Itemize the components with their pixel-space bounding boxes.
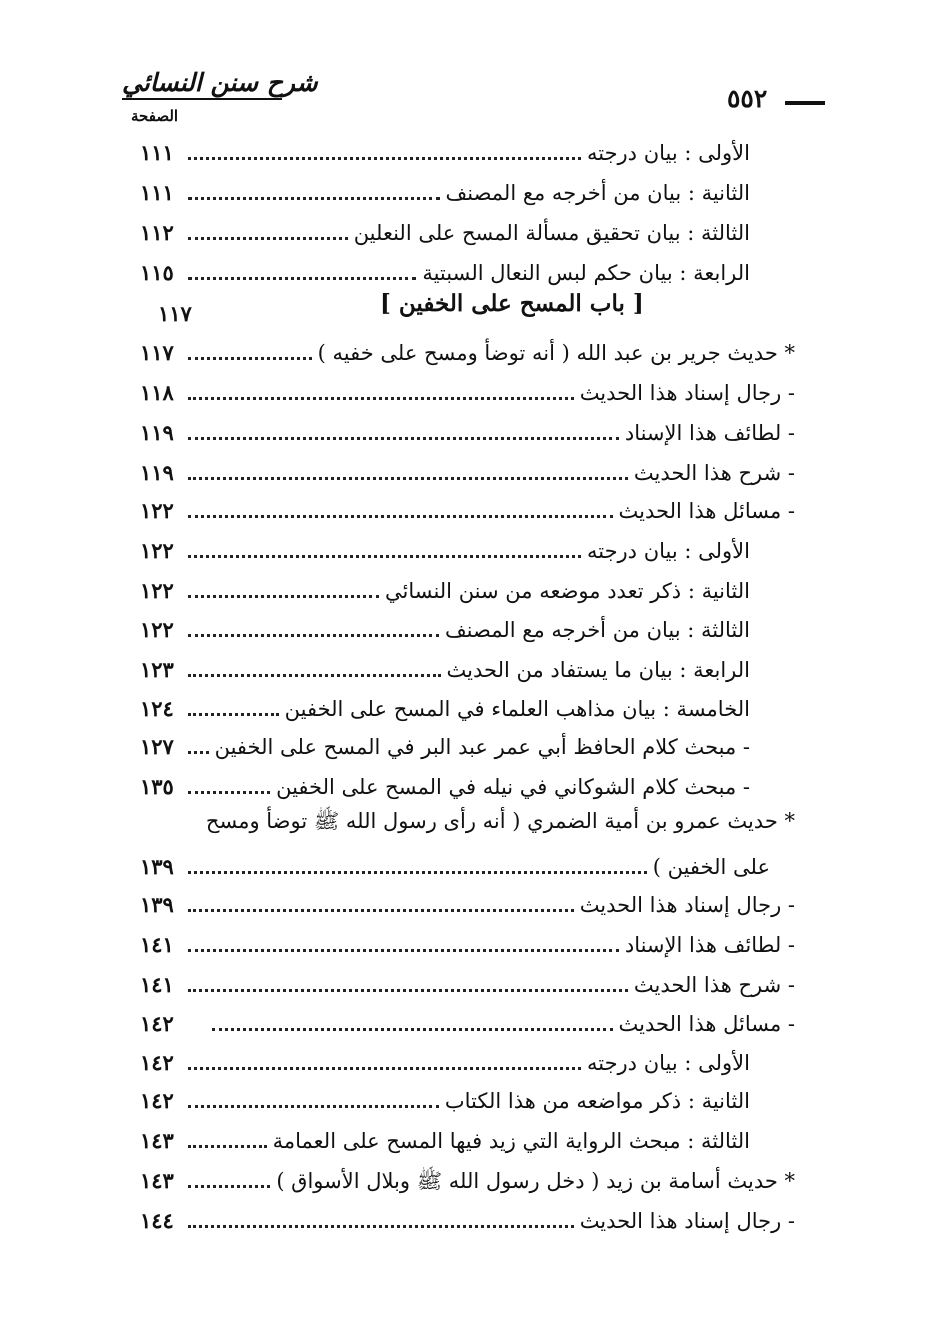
leader-dots	[188, 436, 619, 440]
toc-entry-page: ١١٩	[140, 460, 174, 485]
toc-entry-page: ١١٥	[140, 260, 174, 285]
toc-entry-title: * حديث جرير بن عبد الله ( أنه توضأ ومسح على خفيه )	[317, 341, 795, 365]
toc-entry-title: الثانية : ذكر مواضعه من هذا الكتاب	[444, 1089, 750, 1113]
toc-entry-page: ١٤١	[140, 932, 174, 957]
chapter-page	[140, 289, 200, 329]
toc-entry-title: الأولى : بيان درجته	[586, 1051, 750, 1075]
leader-dots	[188, 554, 581, 558]
toc-entry-title-line1: * حديث عمرو بن أمية الضمري ( أنه رأى رسول الله ﷺ توضأ ومسح	[205, 809, 795, 833]
toc-entry	[140, 960, 795, 1000]
toc-entry-page: ١١١	[140, 180, 174, 205]
toc-entry-page: ١١٩	[140, 420, 174, 445]
toc-entry	[140, 722, 795, 762]
toc-entry	[140, 486, 795, 526]
leader-dots	[188, 988, 628, 992]
toc-entry	[140, 368, 795, 408]
toc-entry-title: - لطائف هذا الإسناد	[624, 421, 795, 445]
toc-entry	[140, 1156, 795, 1196]
leader-dots	[188, 514, 613, 518]
chapter-heading: [ باب المسح على الخفين ]	[380, 290, 644, 317]
toc-entry-page: ١٢٢	[140, 578, 174, 603]
toc-entry-page: ١٤٣	[140, 1128, 174, 1153]
toc-entry-title: الثالثة : بيان تحقيق مسألة المسح على النعلين	[353, 221, 750, 245]
toc-entry	[140, 1196, 795, 1236]
toc-entry-title: - رجال إسناد هذا الحديث	[579, 381, 795, 405]
toc-entry-title: الأولى : بيان درجته	[586, 539, 750, 563]
leader-dots	[188, 156, 581, 160]
leader-dots	[188, 356, 312, 360]
leader-dots	[188, 790, 270, 794]
leader-dots	[188, 276, 416, 280]
toc-entry-page: ١٣٩	[140, 854, 174, 879]
page-number: ٥٥٢	[727, 84, 768, 113]
leader-dots	[188, 1144, 267, 1148]
toc-entry-title: - رجال إسناد هذا الحديث	[579, 1209, 795, 1233]
toc-entry-title: - لطائف هذا الإسناد	[624, 933, 795, 957]
toc-entry-page: ١٤١	[140, 972, 174, 997]
toc-entry	[140, 328, 795, 368]
toc-entry	[140, 684, 795, 724]
toc-entry-page: ١١٧	[140, 340, 174, 365]
leader-dots	[188, 236, 348, 240]
toc-entry-title: - مسائل هذا الحديث	[618, 499, 795, 523]
toc-entry-page: ١٢٣	[140, 657, 174, 682]
leader-dots	[188, 633, 439, 637]
toc-entry-page: ١٣٩	[140, 892, 174, 917]
toc-entry-title: على الخفين )	[652, 855, 770, 879]
toc-entry-title: * حديث أسامة بن زيد ( دخل رسول الله ﷺ وبلال الأسواق )	[276, 1169, 795, 1193]
leader-dots	[188, 712, 279, 716]
toc-entry	[140, 168, 795, 208]
leader-dots	[188, 673, 441, 677]
leader-dots	[188, 870, 647, 874]
toc-entry-title: الرابعة : بيان حكم لبس النعال السبتية	[422, 261, 750, 285]
toc-entry-title: الثالثة : بيان من أخرجه مع المصنف	[444, 618, 750, 642]
leader-dots	[188, 948, 619, 952]
toc-entry-page: ١٢٢	[140, 538, 174, 563]
leader-dots	[188, 396, 574, 400]
toc-entry-title: - رجال إسناد هذا الحديث	[579, 893, 795, 917]
toc-entry-page: ١١٧	[158, 301, 192, 326]
toc-entry	[140, 762, 795, 802]
toc-entry-page: ١٤٣	[140, 1168, 174, 1193]
toc-entry-title: الرابعة : بيان ما يستفاد من الحديث	[446, 658, 750, 682]
toc-entry-title: الثانية : ذكر تعدد موضعه من سنن النسائي	[384, 579, 750, 603]
toc-entry	[140, 1076, 795, 1116]
toc-entry-title: الثالثة : مبحث الرواية التي زيد فيها المسح على العمامة	[272, 1129, 750, 1153]
page-column-header: الصفحة	[131, 107, 179, 125]
toc-entry-title: الأولى : بيان درجته	[586, 141, 750, 165]
toc-entry-page: ١٤٢	[140, 1011, 174, 1036]
toc-entry-title: - مبحث كلام الحافظ أبي عمر عبد البر في المسح على الخفين	[214, 735, 750, 759]
leader-dots	[188, 196, 440, 200]
toc-entry-page: ١١٨	[140, 380, 174, 405]
toc-entry-page: ١٢٢	[140, 617, 174, 642]
toc-entry	[140, 999, 795, 1039]
toc-entry-title: - شرح هذا الحديث	[633, 461, 795, 485]
toc-entry-page: ١٤٢	[140, 1050, 174, 1075]
toc-entry-page: ١١٢	[140, 220, 174, 245]
toc-entry-page: ١١١	[140, 140, 174, 165]
toc-entry-page: ١٤٢	[140, 1088, 174, 1113]
toc-entry-title: الخامسة : بيان مذاهب العلماء في المسح على الخفين	[284, 697, 750, 721]
toc-entry	[140, 208, 795, 248]
toc-entry	[140, 526, 795, 566]
leader-dots	[188, 908, 574, 912]
toc-entry	[140, 128, 750, 168]
leader-dots	[188, 750, 209, 754]
toc-entry-page: ١٣٥	[140, 774, 174, 799]
toc-entry-title: - مبحث كلام الشوكاني في نيله في المسح على الخفين	[276, 775, 750, 799]
toc-entry-title: - شرح هذا الحديث	[633, 973, 795, 997]
toc-entry	[140, 645, 795, 685]
toc-entry	[140, 248, 795, 288]
running-book-title: شرح سنن النسائي	[122, 68, 318, 97]
toc-entry	[140, 605, 795, 645]
leader-dots	[212, 1027, 613, 1031]
toc-entry	[140, 448, 795, 488]
toc-entry	[140, 1116, 795, 1156]
toc-entry	[140, 842, 795, 882]
toc-entry-page: ١٢٢	[140, 498, 174, 523]
toc-entry-title: - مسائل هذا الحديث	[618, 1012, 795, 1036]
toc-entry-page: ١٢٤	[140, 696, 174, 721]
toc-entry	[140, 880, 795, 920]
leader-dots	[188, 594, 379, 598]
toc-entry	[140, 920, 795, 960]
toc-entry	[140, 1038, 795, 1078]
toc-entry	[140, 566, 795, 606]
leader-dots	[188, 1184, 270, 1188]
toc-entry	[140, 408, 795, 448]
leader-dots	[188, 1104, 439, 1108]
toc-entry-page: ١٤٤	[140, 1208, 174, 1233]
toc-entry-page: ١٢٧	[140, 734, 174, 759]
toc-entry-title: الثانية : بيان من أخرجه مع المصنف	[445, 181, 750, 205]
leader-dots	[188, 1224, 574, 1228]
leader-dots	[188, 476, 628, 480]
leader-dots	[188, 1066, 581, 1070]
